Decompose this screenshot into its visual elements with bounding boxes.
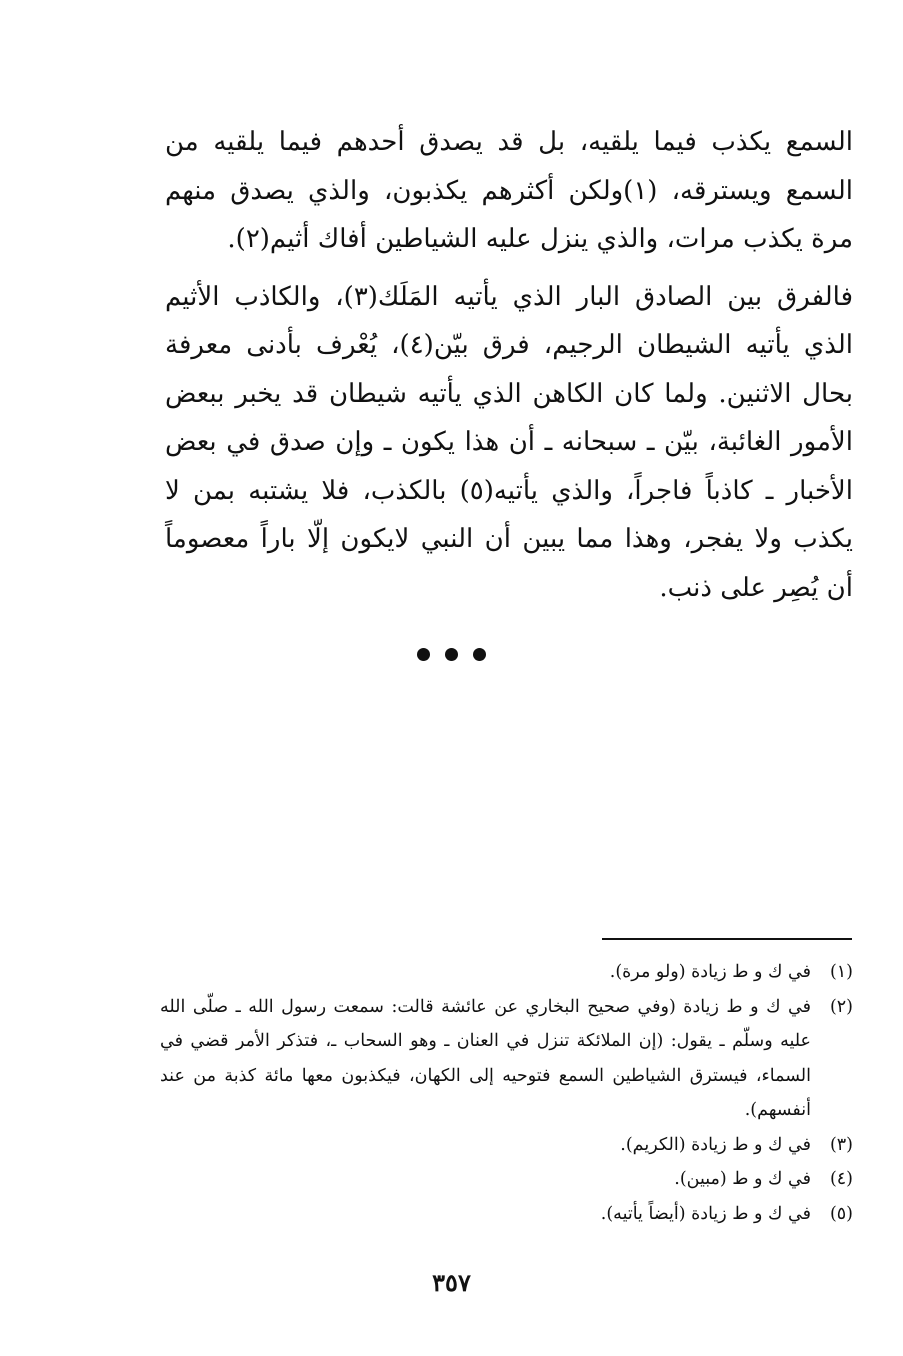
footnote-item bbox=[160, 955, 853, 990]
footnote-text: في ك و ط زيادة (وفي صحيح البخاري عن عائشة قالت: سمعت رسول الله ـ صلّى الله عليه وسلّم ـ يقول: (إن الملائكة تنزل في العنان ـ وهو السحاب ـ، فتذكر الأمر قضي في السماء، فيسترق الشياطين السمع فتوحيه إلى الكهان، فيكذبون معها مائة كذبة من عند أنفسهم). bbox=[160, 996, 811, 1120]
footnote-divider bbox=[602, 938, 852, 940]
separator-dot bbox=[417, 648, 430, 661]
footnote-item bbox=[160, 1197, 853, 1232]
footnote-text: في ك و ط زيادة (الكريم). bbox=[620, 1134, 811, 1155]
footnote-item bbox=[160, 1128, 853, 1163]
footnote-item bbox=[160, 1162, 853, 1197]
footnote-number: (١) bbox=[829, 962, 853, 982]
footnotes bbox=[160, 955, 853, 1231]
separator-dot bbox=[473, 648, 486, 661]
page-number: ٣٥٧ bbox=[432, 1268, 471, 1297]
footnote-number: (٤) bbox=[829, 1169, 853, 1189]
footnote-number: (٢) bbox=[829, 996, 853, 1017]
main-text bbox=[165, 118, 853, 612]
footnote-text: في ك و ط (مبين). bbox=[674, 1169, 811, 1189]
paragraph-2: فالفرق بين الصادق البار الذي يأتيه المَلَك(٣)، والكاذب الأثيم الذي يأتيه الشيطان الرجيم، فرق بيّن(٤)، يُعْرف بأدنى معرفة بحال الاثنين. ولما كان الكاهن الذي يأتيه شيطان قد يخبر ببعض الأمور الغائبة، بيّن ـ سبحانه ـ أن هذا يكون ـ وإن صدق في بعض الأخبار ـ كاذباً فاجراً، والذي يأتيه(٥) بالكذب، فلا يشتبه بمن لا يكذب ولا يفجر، وهذا مما يبين أن النبي لايكون إلّا باراً معصوماً أن يُصِر على ذنب. bbox=[165, 281, 854, 603]
footnote-text: في ك و ط زيادة (أيضاً يأتيه). bbox=[600, 1203, 811, 1224]
footnote-item bbox=[160, 990, 853, 1128]
paragraph-1: السمع يكذب فيما يلقيه، بل قد يصدق أحدهم فيما يلقيه من السمع ويسترقه، (١)ولكن أكثرهم يكذبون، والذي يصدق منهم مرة يكذب مرات، والذي ينزل عليه الشياطين أفاك أثيم(٢). bbox=[165, 127, 853, 254]
section-separator bbox=[0, 646, 903, 665]
separator-dot bbox=[445, 648, 458, 661]
footnote-number: (٣) bbox=[829, 1134, 853, 1155]
footnote-text: في ك و ط زيادة (ولو مرة). bbox=[609, 962, 811, 982]
footnote-number: (٥) bbox=[829, 1203, 853, 1224]
